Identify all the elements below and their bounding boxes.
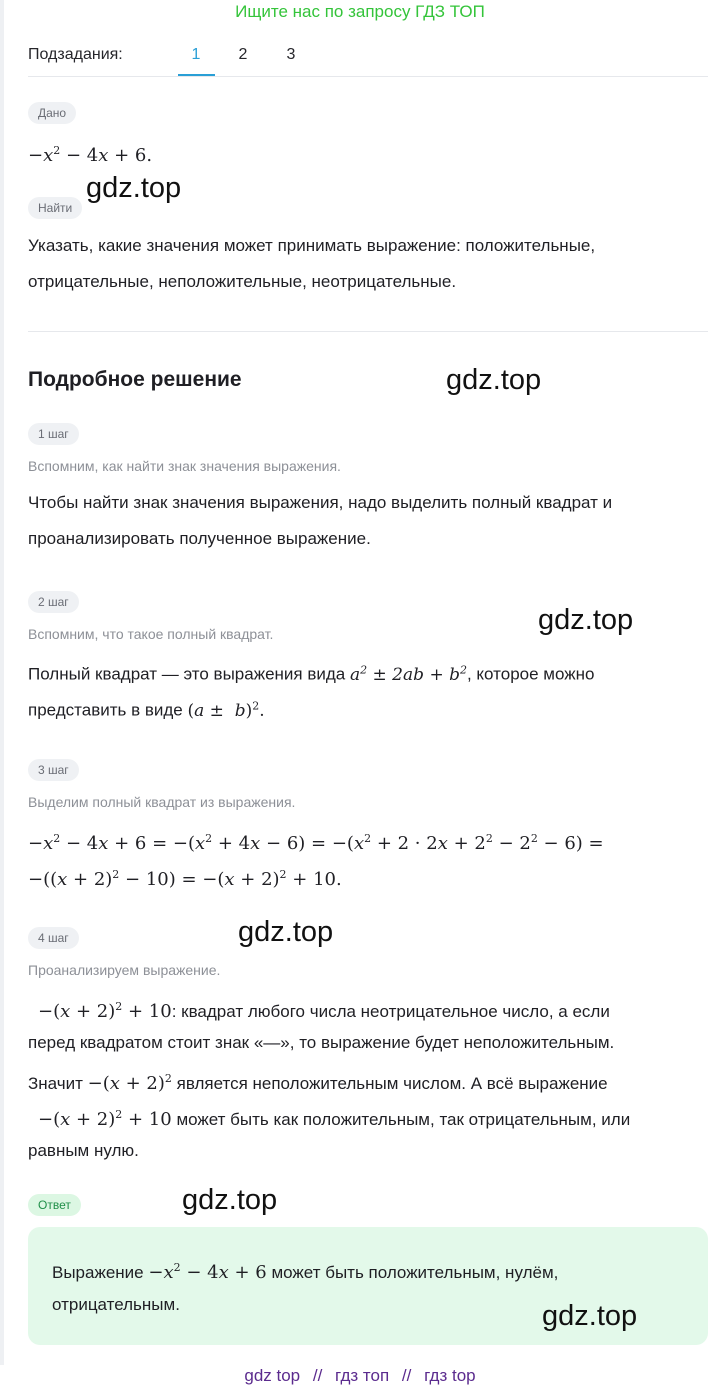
subtasks-label: Подзадания: [28, 46, 123, 63]
step-2-line-2-math: $(a \pm b)^2$. [187, 699, 265, 721]
footer-link-gdz-top[interactable]: gdz top [244, 1366, 301, 1385]
step-1-line-2: проанализировать полученное выражение. [28, 529, 371, 548]
find-chip: Найти [28, 197, 82, 219]
step-4-line-3-tail: является неположительным числом. А всё выражение [176, 1074, 608, 1093]
step-1-line-1: Чтобы найти знак значения выражения, надо выделить полный квадрат и [28, 493, 613, 512]
find-line-2: отрицательные, неположительные, неотрицательные. [28, 272, 457, 291]
step-4-line-4 [38, 1097, 630, 1138]
step-4-line-4-tail: может быть как положительным, так отрицательным, или [176, 1110, 631, 1129]
step-2-line-1-text: Полный квадрат — это выражения вида [28, 664, 346, 684]
step-2-line-1-tail: , которое можно [466, 664, 595, 684]
active-tab-indicator [178, 74, 215, 76]
step-3-line-1: $-x^2 - 4x + 6 = -(x^2 + 4x - 6) = -(x^2 + 2 \cdot 2x + 2^2 - 2^2 - 6)$ = [28, 832, 604, 854]
subtasks-tabs [28, 36, 708, 77]
watermark: gdz.top [86, 172, 182, 204]
watermark: gdz.top [542, 1300, 638, 1332]
step-2-line-2 [28, 688, 265, 729]
step-4-line-1-math: $-(x + 2)^2 + 10$ [38, 1000, 172, 1022]
left-edge-bar [0, 0, 4, 1365]
step-4-line-4-math: $-(x + 2)^2 + 10$ [38, 1108, 172, 1130]
step-4-line-3-math: $-(x + 2)^2$ [87, 1072, 172, 1094]
step-4-line-3-text: Значит [28, 1074, 83, 1093]
section-divider [28, 331, 708, 332]
footer-separator: // [401, 1366, 412, 1385]
answer-line-1-math: $-x^2 - 4x + 6$ [148, 1261, 267, 1283]
step-4-chip: 4 шаг [28, 927, 79, 949]
footer-link-gdz-top-ru[interactable]: гдз топ [335, 1366, 390, 1385]
solution-title: Подробное решение [28, 368, 242, 391]
tab-subtask-1[interactable]: 1 [191, 46, 201, 63]
watermark: gdz.top [538, 604, 634, 636]
given-expression: $-x^2 - 4x + 6$. [28, 144, 153, 166]
answer-line-2: отрицательным. [52, 1295, 180, 1314]
footer-link-gdz-top-mixed[interactable]: гдз top [424, 1366, 476, 1385]
watermark: gdz.top [238, 916, 334, 948]
step-2-line-2-text: представить в виде [28, 700, 183, 720]
step-1-hint: Вспомним, как найти знак значения выражения. [28, 458, 341, 474]
search-banner[interactable]: Ищите нас по запросу ГДЗ ТОП [235, 2, 485, 21]
footer-separator: // [312, 1366, 323, 1385]
footer-links [0, 1366, 720, 1386]
answer-line-1 [52, 1250, 558, 1291]
answer-line-1-tail: может быть положительным, нулём, [271, 1263, 559, 1282]
watermark: gdz.top [446, 364, 542, 396]
step-3-hint: Выделим полный квадрат из выражения. [28, 794, 296, 810]
step-1-chip: 1 шаг [28, 423, 79, 445]
step-2-line-1-math: $a^2 \pm 2ab + b^2$ [349, 663, 467, 685]
step-4-line-1 [38, 989, 610, 1030]
tab-subtask-2[interactable]: 2 [238, 46, 248, 63]
step-2-line-1 [28, 652, 594, 693]
step-4-line-1-tail: : квадрат любого числа неотрицательное число, а если [171, 1002, 610, 1021]
step-3-chip: 3 шаг [28, 759, 79, 781]
step-3-line-2: $-((x + 2)^2 - 10) = -(x + 2)^2 + 10$. [28, 868, 342, 890]
tab-subtask-3[interactable]: 3 [286, 46, 296, 63]
find-line-1: Указать, какие значения может принимать выражение: положительные, [28, 236, 596, 255]
step-4-hint: Проанализируем выражение. [28, 962, 221, 978]
answer-chip: Ответ [28, 1194, 81, 1216]
step-4-line-2: перед квадратом стоит знак «—», то выражение будет неположительным. [28, 1033, 615, 1052]
given-chip: Дано [28, 102, 76, 124]
step-4-line-5: равным нулю. [28, 1141, 139, 1160]
step-4-line-3 [28, 1061, 608, 1102]
step-2-hint: Вспомним, что такое полный квадрат. [28, 626, 274, 642]
step-2-chip: 2 шаг [28, 591, 79, 613]
watermark: gdz.top [182, 1184, 278, 1216]
answer-line-1-text: Выражение [52, 1263, 144, 1282]
